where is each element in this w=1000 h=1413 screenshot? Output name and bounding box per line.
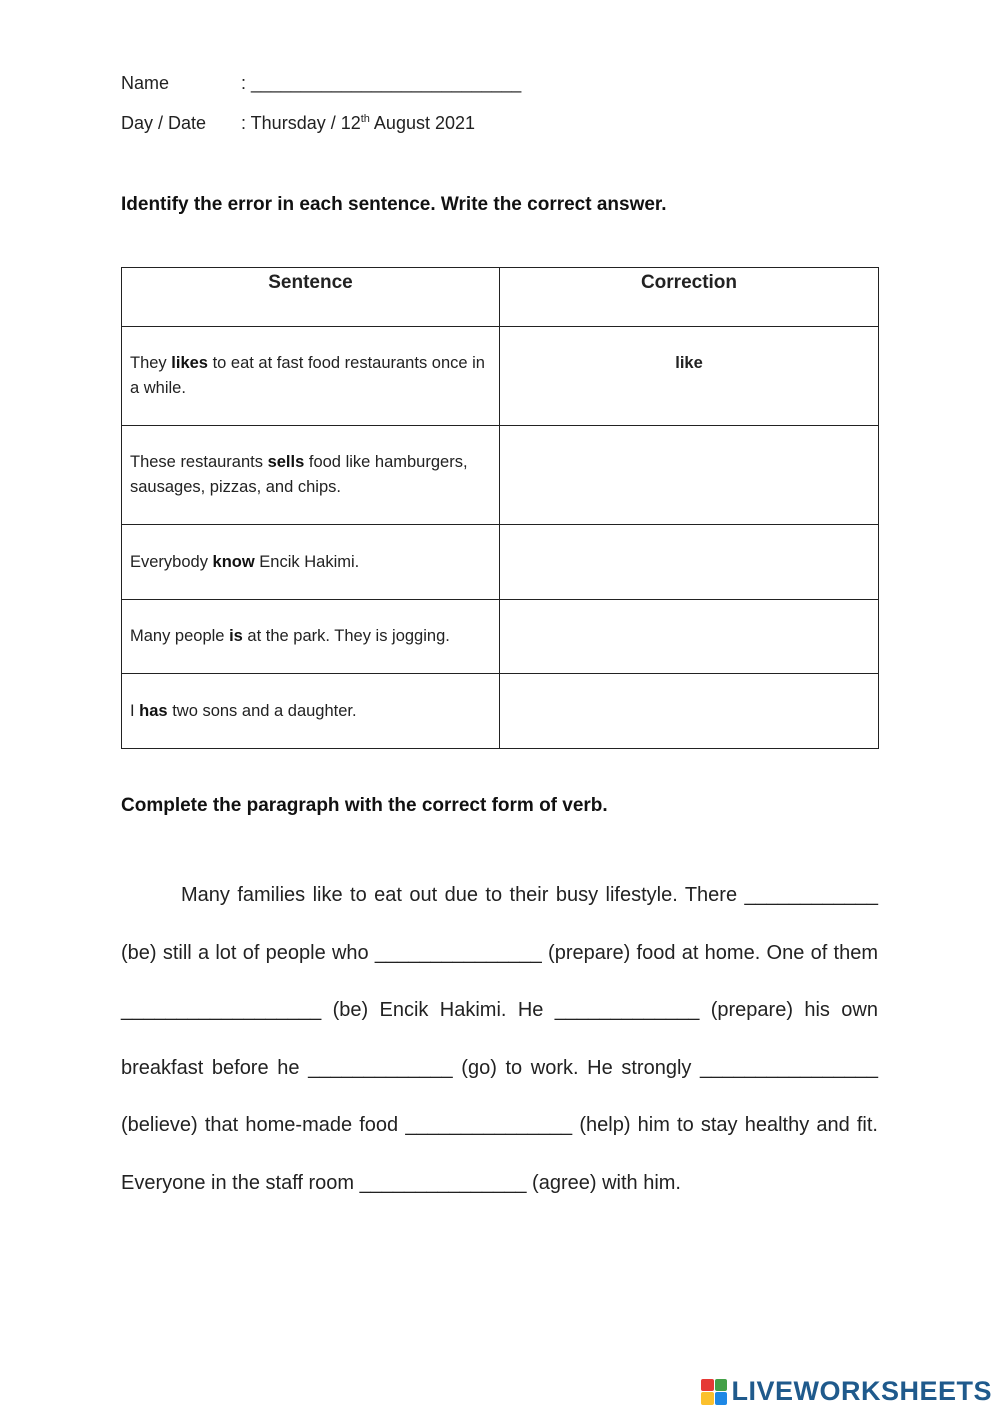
date-prefix: : Thursday / 12 (241, 113, 361, 133)
name-label: Name (121, 73, 170, 93)
sentence-text: I (130, 701, 140, 720)
table-row (122, 600, 879, 674)
date-label: Day / Date (121, 113, 207, 133)
paragraph-text: Many families like to eat out due to their busy lifestyle. There ____________ (be) still a lot of people who _______________ (prepare) food at home. One of them __________________ (be) Encik Hakimi. He _____________ (prepare) his own breakfast before he _____________ (go) to work. He strongly ________________ (believe) that home-made food _______________ (help) him to stay healthy and fit. Everyone in the staff room _______________ (agree) with him. (121, 884, 878, 1194)
date-suffix: August 2021 (369, 113, 476, 133)
logo-square (715, 1379, 728, 1392)
liveworksheets-logo-icon (701, 1379, 727, 1405)
sentence-cell (122, 426, 500, 525)
error-word: is (229, 627, 243, 645)
table-row (122, 674, 879, 749)
sentence-cell (122, 600, 500, 674)
sentence-text: two sons and a daughter. (167, 701, 357, 720)
error-word: sells (267, 453, 305, 471)
sentence-text: They (130, 354, 172, 372)
col-correction-header: Correction (500, 268, 879, 327)
name-field[interactable]: : ___________________________ (241, 73, 522, 93)
error-word: know (212, 552, 255, 571)
sentence-cell (122, 525, 500, 600)
error-word: has (139, 701, 168, 720)
date-value (241, 113, 475, 134)
table-row (122, 525, 879, 600)
correction-cell[interactable]: like (500, 327, 879, 426)
sentence-text: These restaurants (130, 453, 268, 471)
table-row (122, 426, 879, 525)
liveworksheets-brand (701, 1376, 992, 1407)
sentence-text: food like hamburgers, sausages, pizzas, and chips. (130, 453, 468, 496)
fill-in-paragraph[interactable] (121, 867, 878, 1212)
section2-instruction: Complete the paragraph with the correct form of verb. (121, 795, 608, 816)
sentence-text: Everybody (130, 552, 213, 571)
section1-instruction: Identify the error in each sentence. Write the correct answer. (121, 194, 667, 215)
logo-square (715, 1392, 728, 1405)
table-row (122, 327, 879, 426)
sentence-text: Encik Hakimi. (254, 552, 360, 571)
sentence-cell (122, 674, 500, 749)
correction-table (121, 267, 879, 749)
correction-cell[interactable] (500, 674, 879, 749)
logo-square (701, 1392, 714, 1405)
correction-cell[interactable] (500, 525, 879, 600)
logo-square (701, 1379, 714, 1392)
brand-text: LIVEWORKSHEETS (731, 1376, 992, 1406)
error-word: likes (171, 354, 208, 372)
sentence-text: Many people (130, 627, 230, 645)
sentence-text: to eat at fast food restaurants once in a while. (130, 354, 485, 397)
sentence-cell (122, 327, 500, 426)
sentence-text: at the park. They is jogging. (242, 627, 450, 645)
col-sentence-header: Sentence (122, 268, 500, 327)
correction-cell[interactable] (500, 426, 879, 525)
date-ordinal: th (360, 113, 370, 125)
table-header-row (122, 268, 879, 327)
correction-cell[interactable] (500, 600, 879, 674)
